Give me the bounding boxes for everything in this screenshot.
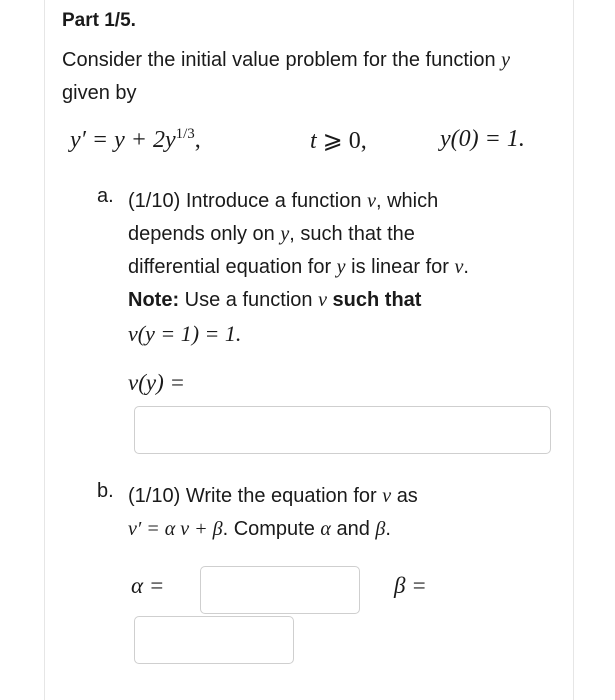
part-b-line1: (1/10) Write the equation for v as <box>128 485 418 507</box>
v-of-y-label: v(y) = <box>128 370 186 395</box>
ode-lhs: $y' = y + 2y^{1/3}$, <box>70 126 201 153</box>
alpha-answer-box[interactable] <box>200 566 360 614</box>
alpha-label: α = <box>131 573 165 598</box>
intro-text: Consider the initial value problem for the function y given by <box>62 49 511 104</box>
part-b-text <box>128 480 538 546</box>
part-b-line2: v′ = α v + β. Compute α and β. <box>128 518 391 540</box>
part-title: Part 1/5. <box>62 10 136 31</box>
v-of-y-answer-box[interactable] <box>134 406 551 454</box>
beta-answer-box[interactable] <box>134 616 294 664</box>
part-a-label: a. <box>97 185 114 207</box>
part-b-label: b. <box>97 480 114 502</box>
ode-domain: t ⩾ 0, <box>310 128 367 154</box>
part-a-note-equation: v(y = 1) = 1. <box>128 321 242 346</box>
part-a-line1: (1/10) Introduce a function v, which <box>128 190 439 212</box>
beta-label: β = <box>394 573 427 598</box>
v-of-y-input[interactable] <box>135 407 550 453</box>
part-a-line3: differential equation for y is linear for v. <box>128 256 469 278</box>
part-a-line2: depends only on y, such that the <box>128 223 415 245</box>
part-a-note: Note: Use a function v such that <box>128 289 422 311</box>
problem-card <box>44 0 574 700</box>
beta-input[interactable] <box>135 617 293 663</box>
initial-condition: y(0) = 1. <box>440 126 525 152</box>
part-a-text <box>128 185 538 350</box>
alpha-input[interactable] <box>201 567 359 613</box>
